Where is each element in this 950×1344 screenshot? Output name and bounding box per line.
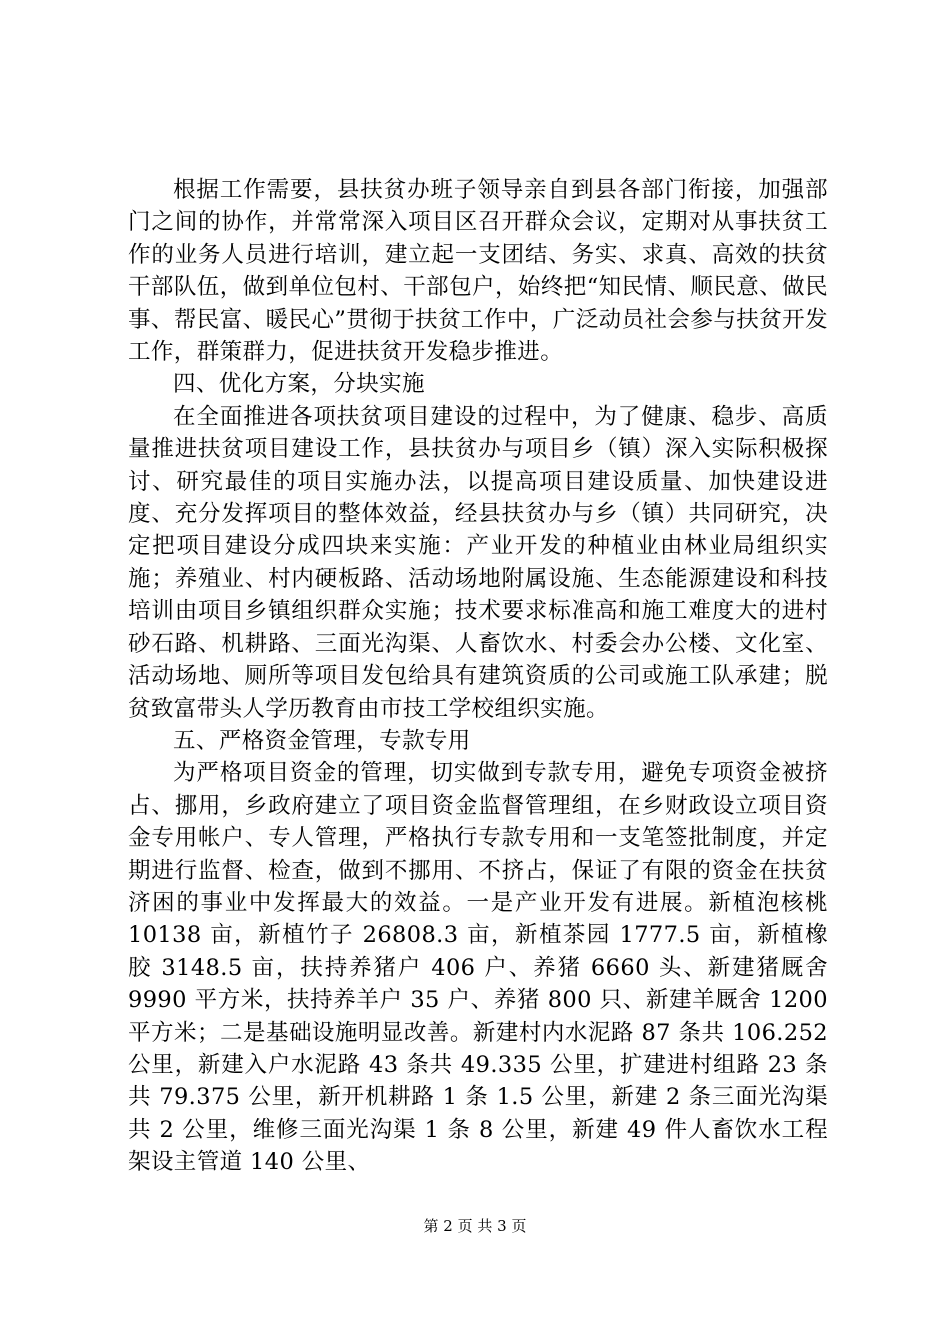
page-number-footer: 第 2 页 共 3 页 — [423, 1217, 527, 1235]
paragraph-implementation-plan: 在全面推进各项扶贫项目建设的过程中，为了健康、稳步、高质量推进扶贫项目建设工作，县扶贫办与项目乡（镇）深入实际积极探讨、研究最佳的项目实施办法，以提高项目建设质量、加快建设进度、充分发挥项目的整体效益，经县扶贫办与乡（镇）共同研究，决定把项目建设分成四块来实施：产业开发的种植业由林业局组织实施；养殖业、村内硬板路、活动场地附属设施、生态能源建设和科技培训由项目乡镇组织群众实施；技术要求标准高和施工难度大的进村砂石路、机耕路、三面光沟渠、人畜饮水、村委会办公楼、文化室、活动场地、厕所等项目发包给具有建筑资质的公司或施工队承建；脱贫致富带头人学历教育由市技工学校组织实施。 — [128, 403, 828, 722]
paragraph-fund-management: 为严格项目资金的管理，切实做到专款专用，避免专项资金被挤占、挪用，乡政府建立了项目资金监督管理组，在乡财政设立项目资金专用帐户、专人管理，严格执行专款专用和一支笔签批制度，并定期进行监督、检查，做到不挪用、不挤占，保证了有限的资金在扶贫济困的事业中发挥最大的效益。一是产业开发有进展。新植泡核桃 10138 亩，新植竹子 26808.3 亩，新植茶园 1777.5 亩，新植橡胶 3148.5 亩，扶持养猪户 406 户、养猪 6660 头、新建猪厩舍 9990 平方米，扶持养羊户 35 户、养猪 800 只、新建羊厩舍 1200 平方米；二是基础设施明显改善。新建村内水泥路 87 条共 106.252 公里，新建入户水泥路 43 条共 49.335 公里，扩建进村组路 23 条共 79.375 公里，新开机耕路 1 条 1.5 公里，新建 2 条三面光沟渠共 2 公里，维修三面光沟渠 1 条 8 公里，新建 49 件人畜饮水工程架设主管道 140 公里、 — [128, 760, 828, 1176]
heading-section-four: 四、优化方案，分块实施 — [173, 371, 425, 398]
heading-section-five: 五、严格资金管理，专款专用 — [173, 727, 471, 754]
document-body — [128, 174, 828, 1179]
paragraph-staff-coordination: 根据工作需要，县扶贫办班子领导亲自到县各部门衔接，加强部门之间的协作，并常常深入项目区召开群众会议，定期对从事扶贫工作的业务人员进行培训，建立起一支团结、务实、求真、高效的扶贫干部队伍，做到单位包村、干部包户，始终把“知民情、顺民意、做民事、帮民富、暖民心”贯彻于扶贫工作中，广泛动员社会参与扶贫开发工作，群策群力，促进扶贫开发稳步推进。 — [128, 177, 828, 366]
